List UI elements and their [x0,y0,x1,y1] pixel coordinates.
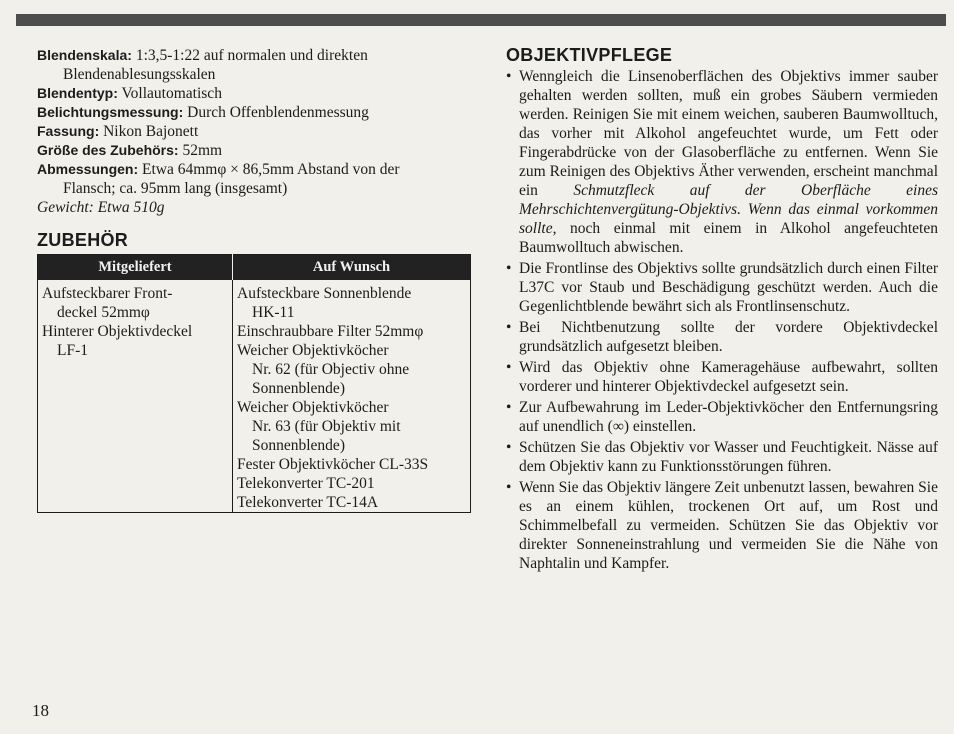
item-line: Telekonverter TC-14A [237,494,379,511]
spec-row [37,122,471,141]
page-number: 18 [32,701,49,720]
item-line: Aufsteckbarer Front- [42,285,173,302]
spec-key: Belichtungsmessung: [37,104,184,120]
care-text-italic: Schmutzfleck auf der Oberfläche eines Mehrschichtenvergütung-Objektivs. Wenn das einmal vorkommen sollte, [519,182,938,237]
care-text: Schützen Sie das Objektiv vor Wasser und Feuchtigkeit. Nässe auf dem Objektiv kann zu Funktionsstörungen führen. [519,439,938,475]
spec-key: Fassung: [37,123,100,139]
care-text: Die Frontlinse des Objektivs sollte grundsätzlich durch einen Filter L37C vor Staub und Beschädigung geschützt werden. Auch die Gegenlichtblende bewährt sich als Frontlinsenschutz. [519,260,938,315]
care-list [506,67,938,573]
optional-item [237,398,466,455]
included-item [42,322,228,360]
care-text: Wenngleich die Linsenoberflächen des Objektivs immer sauber gehalten werden sollten, muß ein grobes Säubern vermieden werden. Reinigen Sie mit einem weichen, sauberen Baumwolltuch, das vorher mit Alkohol angefeuchtet wurde, um Fett oder Fingerabdrücke von der Glasoberfläche zu entfernen. Wenn Sie zum Reinigen des Objektivs Äther verwenden, erscheint manchmal ein [519,68,938,199]
bullet-icon: • [506,479,512,496]
accessories-heading: ZUBEHÖR [37,230,129,250]
item-line: Hinterer Objektivdeckel [42,323,193,340]
item-line: Aufsteckbare Sonnenblende [237,285,412,302]
care-heading: OBJEKTIVPFLEGE [506,45,673,65]
spec-value: Vollautomatisch [117,85,222,102]
care-item [506,438,938,476]
spec-row [37,160,471,198]
item-line: LF-1 [57,342,88,359]
optional-item [237,455,466,474]
spec-value: Durch Offenblendenmessung [183,104,369,121]
spec-key: Gewicht: [37,199,94,216]
right-column [506,46,938,575]
care-item [506,478,938,573]
care-item [506,318,938,356]
column-header-included: Mitgeliefert [38,255,233,281]
item-line: Nr. 63 (für Objektiv mit [252,418,401,435]
bullet-icon: • [506,359,512,376]
spec-row [37,141,471,160]
item-line: Weicher Objektivköcher [237,399,389,416]
top-rule [16,14,946,26]
bullet-icon: • [506,439,512,456]
included-cell [38,280,233,513]
item-line: Sonnenblende) [252,437,345,454]
care-text: Wenn Sie das Objektiv längere Zeit unbenutzt lassen, bewahren Sie es an einem kühlen, trockenen Ort auf, um Rost und Schimmelbefall zu vermeiden. Schützen Sie das Objektiv vor direkter Sonneneinstrahlung und vermeiden Sie die Nähe von Naphtalin und Kampfer. [519,479,938,572]
spec-value: 52mm [178,142,223,159]
care-text: noch einmal mit einem in Alkohol angefeuchteten Baumwolltuch abwischen. [519,220,938,256]
care-text: Wird das Objektiv ohne Kameragehäuse aufbewahrt, sollten vorderer und hinterer Objektivdeckel aufgesetzt sein. [519,359,938,395]
optional-cell [233,280,471,513]
spec-key: Blendenskala: [37,47,132,63]
item-line: Telekonverter TC-201 [237,475,375,492]
included-item [42,284,228,322]
optional-item [237,341,466,398]
care-text: Bei Nichtbenutzung sollte der vordere Objektivdeckel grundsätzlich aufgesetzt bleiben. [519,319,938,355]
optional-item [237,322,466,341]
item-line: Fester Objektivköcher CL-33S [237,456,429,473]
spec-key: Abmessungen: [37,161,139,177]
left-column [37,46,471,513]
care-item [506,398,938,436]
spec-row [37,198,471,217]
accessories-table [37,254,471,513]
column-header-optional: Auf Wunsch [233,255,471,281]
item-line: Einschraubbare Filter 52mmφ [237,323,424,340]
care-item [506,67,938,257]
optional-item [237,493,466,512]
care-item [506,358,938,396]
bullet-icon: • [506,260,512,277]
spec-row [37,84,471,103]
spec-continuation: Flansch; ca. 95mm lang (insgesamt) [63,180,288,197]
item-line: Weicher Objektivköcher [237,342,389,359]
spec-value: Nikon Bajonett [99,123,199,140]
spec-value: Etwa 64mmφ × 86,5mm Abstand von der [138,161,400,178]
optional-item [237,474,466,493]
spec-key: Größe des Zubehörs: [37,142,179,158]
bullet-icon: • [506,319,512,336]
care-item [506,259,938,316]
item-line: Sonnenblende) [252,380,345,397]
spec-row [37,103,471,122]
bullet-icon: • [506,399,512,416]
care-text: Zur Aufbewahrung im Leder-Objektivköcher den Entfernungsring auf unendlich (∞) einstellen. [519,399,938,435]
spec-key: Blendentyp: [37,85,118,101]
bullet-icon: • [506,68,512,85]
item-line: HK-11 [252,304,295,321]
spec-continuation: Blendenablesungsskalen [63,66,216,83]
item-line: deckel 52mmφ [57,304,150,321]
spec-value: 1:3,5-1:22 auf normalen und direkten [131,47,368,64]
spec-value: Etwa 510g [93,199,165,216]
specifications [37,46,471,217]
optional-item [237,284,466,322]
item-line: Nr. 62 (für Objectiv ohne [252,361,410,378]
spec-row [37,46,471,84]
